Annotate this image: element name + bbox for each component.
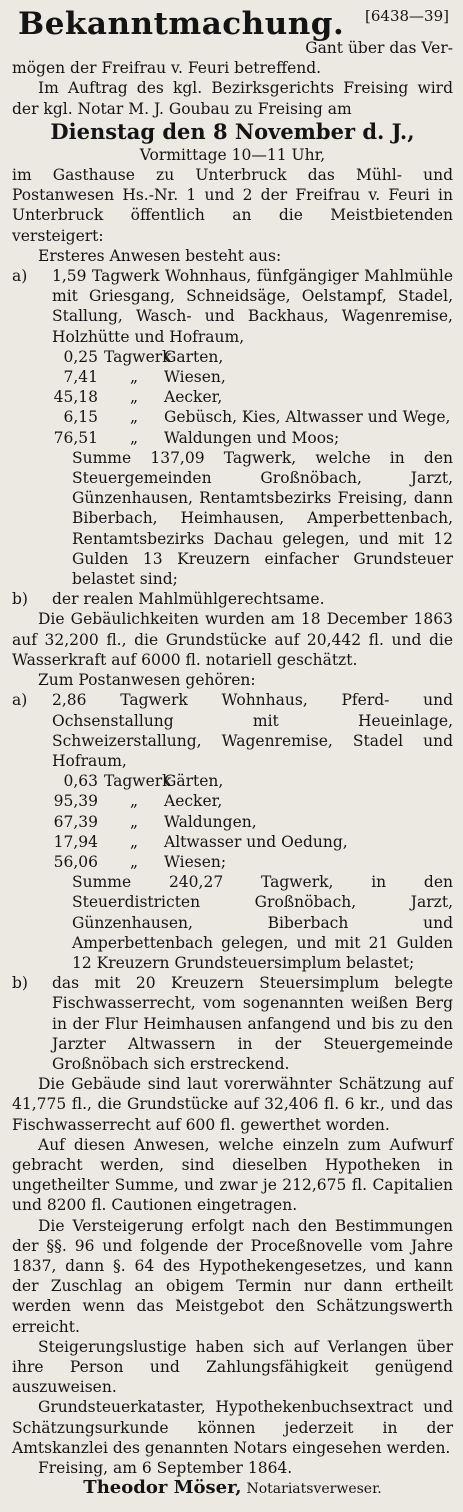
parcel-row [12, 771, 453, 791]
parcel-area: 6,15 [63, 408, 98, 427]
parcel-area: 45,18 [53, 388, 98, 407]
parcel-unit: „ [129, 852, 139, 871]
valuation-paragraph-2: Die Gebäude sind laut vorerwähnter Schätzung auf 41,775 fl., die Grundstücke auf 32,406 fl. 6 kr., und das Fischwasserrecht auf 600 fl. gewerthet worden. [12, 1075, 453, 1134]
parcel-type: Waldungen, [164, 812, 257, 831]
parcel-row [12, 791, 453, 811]
place-date: Freising, am 6 September 1864. [38, 1459, 293, 1478]
second-property-heading: Zum Postanwesen gehören: [38, 671, 256, 690]
item-text: das mit 20 Kreuzern Steuersimplum belegte Fischwasserrecht, vom sogenannten weißen Berg in der Flur Heimhausen anfangend und bis zu den Jarzter Altwassern in der Steuergemeinde Großnöbach sich erstreckend. [52, 974, 453, 1073]
parcel-area: 95,39 [53, 792, 98, 811]
bidder-paragraph: Steigerungslustige haben sich auf Verlangen über ihre Person und Zahlungsfähigkeit genügend auszuweisen. [12, 1337, 453, 1397]
second-parcel-table [12, 771, 453, 872]
parcel-type: Wiesen, [164, 368, 226, 387]
item-text: der realen Mahlmühlgerechtsame. [52, 590, 325, 609]
second-item-b [12, 973, 453, 1074]
parcel-row [12, 387, 453, 407]
item-label: a) [12, 267, 28, 286]
item-label: a) [12, 691, 28, 710]
reference-code: [6438—39] [365, 7, 449, 25]
parcel-row [12, 852, 453, 872]
auction-time: Vormittage 10—11 Uhr, [139, 145, 326, 164]
parcel-row [12, 812, 453, 832]
first-summe: Summe 137,09 Tagwerk, welche in den Steuergemeinden Großnöbach, Jarzt, Günzenhausen, Rentamtsbezirks Freising, dann Biberbach, Heimhausen, Amperbettenbach, Rentamtsbezirks Dachau gelegen, und mit 12 Gulden 13 Kreuzern einfacher Grundsteuer belastet sind; [72, 448, 453, 589]
parcel-type: Gebüsch, Kies, Altwasser und Wege, [164, 408, 451, 427]
parcel-type: Garten, [164, 347, 224, 366]
parcel-area: 0,25 [63, 347, 98, 366]
parcel-unit: „ [129, 832, 139, 851]
parcel-area: 17,94 [53, 832, 98, 851]
item-text: 1,59 Tagwerk Wohnhaus, fünfgängiger Mahlmühle mit Griesgang, Schneidsäge, Oelstampf, Stadel, Stallung, Wasch- und Backhaus, Wagenremise, Holzhütte und Hofraum, [52, 267, 453, 346]
parcel-unit: „ [129, 408, 139, 427]
parcel-unit: „ [129, 388, 139, 407]
commission-paragraph: Im Auftrag des kgl. Bezirksgerichts Freising wird der kgl. Notar M. J. Goubau zu Freising am [12, 79, 453, 118]
parcel-area: 56,06 [53, 852, 98, 871]
signature-name: Theodor Möser, [83, 1477, 242, 1499]
item-text: 2,86 Tagwerk Wohnhaus, Pferd- und Ochsenstallung mit Heueinlage, Schweizerstallung, Wagenremise, Stadel und Hofraum, [52, 691, 453, 770]
second-item-a [12, 690, 453, 771]
signature-role: Notariatsverweser. [246, 1481, 382, 1498]
parcel-area: 7,41 [63, 368, 98, 387]
records-paragraph: Grundsteuerkataster, Hypothekenbuchsextract und Schätzungsurkunde können jederzeit in der Amtskanzlei des genannten Notars eingesehen werden. [12, 1398, 453, 1457]
parcel-row [12, 428, 453, 448]
parcel-area: 67,39 [53, 812, 98, 831]
parcel-type: Gärten, [164, 772, 224, 791]
second-summe: Summe 240,27 Tagwerk, in den Steuerdistricten Großnöbach, Jarzt, Günzenhausen, Biberbach und Amperbettenbach gelegen, und mit 21 Gulden 12 Kreuzern Grundsteuersimplum belastet; [72, 873, 453, 972]
parcel-unit: Tagwerk [104, 347, 172, 366]
parcel-unit: „ [129, 812, 139, 831]
parcel-type: Aecker, [164, 792, 223, 811]
parcel-unit: „ [129, 428, 139, 447]
parcel-unit: „ [129, 368, 139, 387]
valuation-paragraph-1: Die Gebäulichkeiten wurden am 18 December 1863 auf 32,200 fl., die Grundstücke auf 20,442 fl. und die Wasserkraft auf 6000 fl. notariell geschätzt. [12, 610, 453, 669]
mortgage-paragraph: Auf diesen Anwesen, welche einzeln zum Aufwurf gebracht werden, sind dieselben Hypotheken in ungetheilter Summe, und zwar je 212,675 fl. Capitalien und 8200 fl. Cautionen eingetragen. [12, 1135, 453, 1215]
auction-date: Dienstag den 8 November d. J., [50, 118, 415, 144]
parcel-row [12, 367, 453, 387]
first-parcel-table [12, 347, 453, 448]
first-item-b [12, 589, 453, 609]
first-item-a [12, 266, 453, 347]
signature [12, 1478, 453, 1499]
auction-rules-paragraph: Die Versteigerung erfolgt nach den Bestimmungen der §§. 96 und folgende der Proceßnovelle vom Jahre 1837, dann §. 64 des Hypothekengesetzes, und kann der Zuschlag an obigem Termin nur dann ertheilt werden wenn das Meistgebot den Schätzungswerth erreicht. [12, 1216, 453, 1336]
parcel-row [12, 407, 453, 427]
item-label: b) [12, 590, 28, 609]
parcel-row [12, 347, 453, 367]
location-paragraph: im Gasthause zu Unterbruck das Mühl- und Postanwesen Hs.-Nr. 1 und 2 der Freifrau v. Feuri in Unterbruck öffentlich an die Meistbietenden versteigert: [12, 166, 453, 245]
first-property-heading: Ersteres Anwesen besteht aus: [38, 246, 282, 265]
parcel-area: 76,51 [53, 428, 98, 447]
parcel-type: Altwasser und Oedung, [164, 832, 348, 851]
parcel-row [12, 832, 453, 852]
parcel-area: 0,63 [63, 772, 98, 791]
header [12, 4, 453, 50]
subject-line-2: mögen der Freifrau v. Feuri betreffend. [12, 59, 322, 78]
document-title: Bekanntmachung. [18, 6, 345, 42]
parcel-unit: Tagwerk [104, 772, 172, 791]
parcel-type: Wiesen; [164, 852, 227, 871]
item-label: b) [12, 974, 28, 993]
parcel-unit: „ [129, 792, 139, 811]
subject-line-1: Gant über das Ver- [305, 39, 453, 57]
parcel-type: Waldungen und Moos; [164, 428, 340, 447]
parcel-type: Aecker, [164, 388, 223, 407]
